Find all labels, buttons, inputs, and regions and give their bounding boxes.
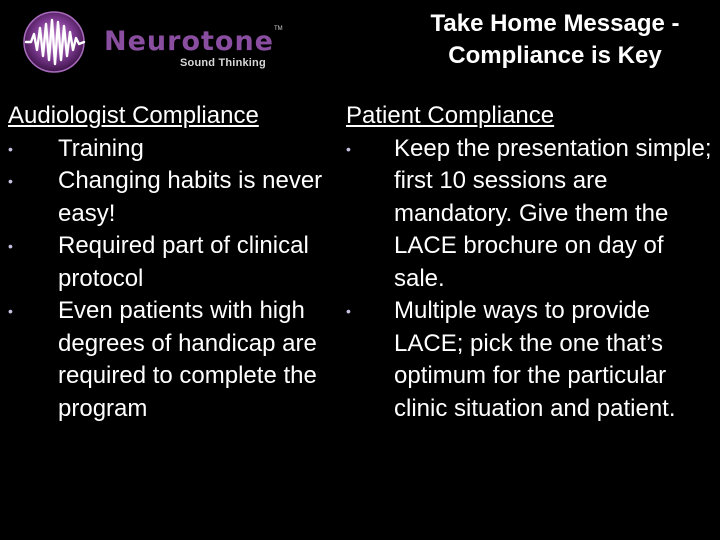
- logo-tagline: Sound Thinking: [180, 57, 266, 69]
- list-item: [346, 133, 716, 296]
- patient-bullet-list: [346, 133, 716, 426]
- bullet-icon: •: [8, 173, 13, 189]
- bullet-icon: •: [346, 303, 351, 319]
- logo-wordmark: Neurotone: [104, 26, 274, 57]
- patient-heading: Patient Compliance: [346, 102, 555, 129]
- slide-title: [400, 8, 710, 72]
- slide-title-line-2: Compliance is Key: [448, 42, 662, 69]
- waveform-logo-icon: [18, 10, 94, 74]
- list-item: [346, 295, 716, 425]
- audiologist-heading: Audiologist Compliance: [8, 102, 259, 129]
- slide-title-line-1: Take Home Message -: [430, 10, 680, 37]
- list-item: [8, 133, 338, 166]
- list-item-text: Keep the presentation simple; first 10 sessions are mandatory. Give them the LACE brochure on day of sale.: [394, 134, 712, 292]
- bullet-icon: •: [8, 238, 13, 254]
- neurotone-logo: [18, 10, 283, 74]
- audiologist-bullet-list: [8, 133, 338, 426]
- list-item: [8, 165, 338, 230]
- bullet-icon: •: [8, 140, 13, 157]
- list-item-text: Required part of clinical protocol: [58, 232, 309, 292]
- list-item-text: Training: [58, 134, 144, 162]
- list-item-text: Multiple ways to provide LACE; pick the one that’s optimum for the particular clinic situation and patient.: [394, 297, 676, 422]
- list-item: [8, 295, 338, 425]
- audiologist-column: [8, 100, 338, 425]
- list-item-text: Even patients with high degrees of handicap are required to complete the program: [58, 297, 317, 422]
- bullet-icon: •: [8, 303, 13, 319]
- patient-column: [346, 100, 716, 425]
- trademark-mark: TM: [274, 26, 283, 32]
- list-item-text: Changing habits is never easy!: [58, 167, 323, 227]
- header: [0, 0, 720, 94]
- bullet-icon: •: [346, 140, 351, 157]
- list-item: [8, 230, 338, 295]
